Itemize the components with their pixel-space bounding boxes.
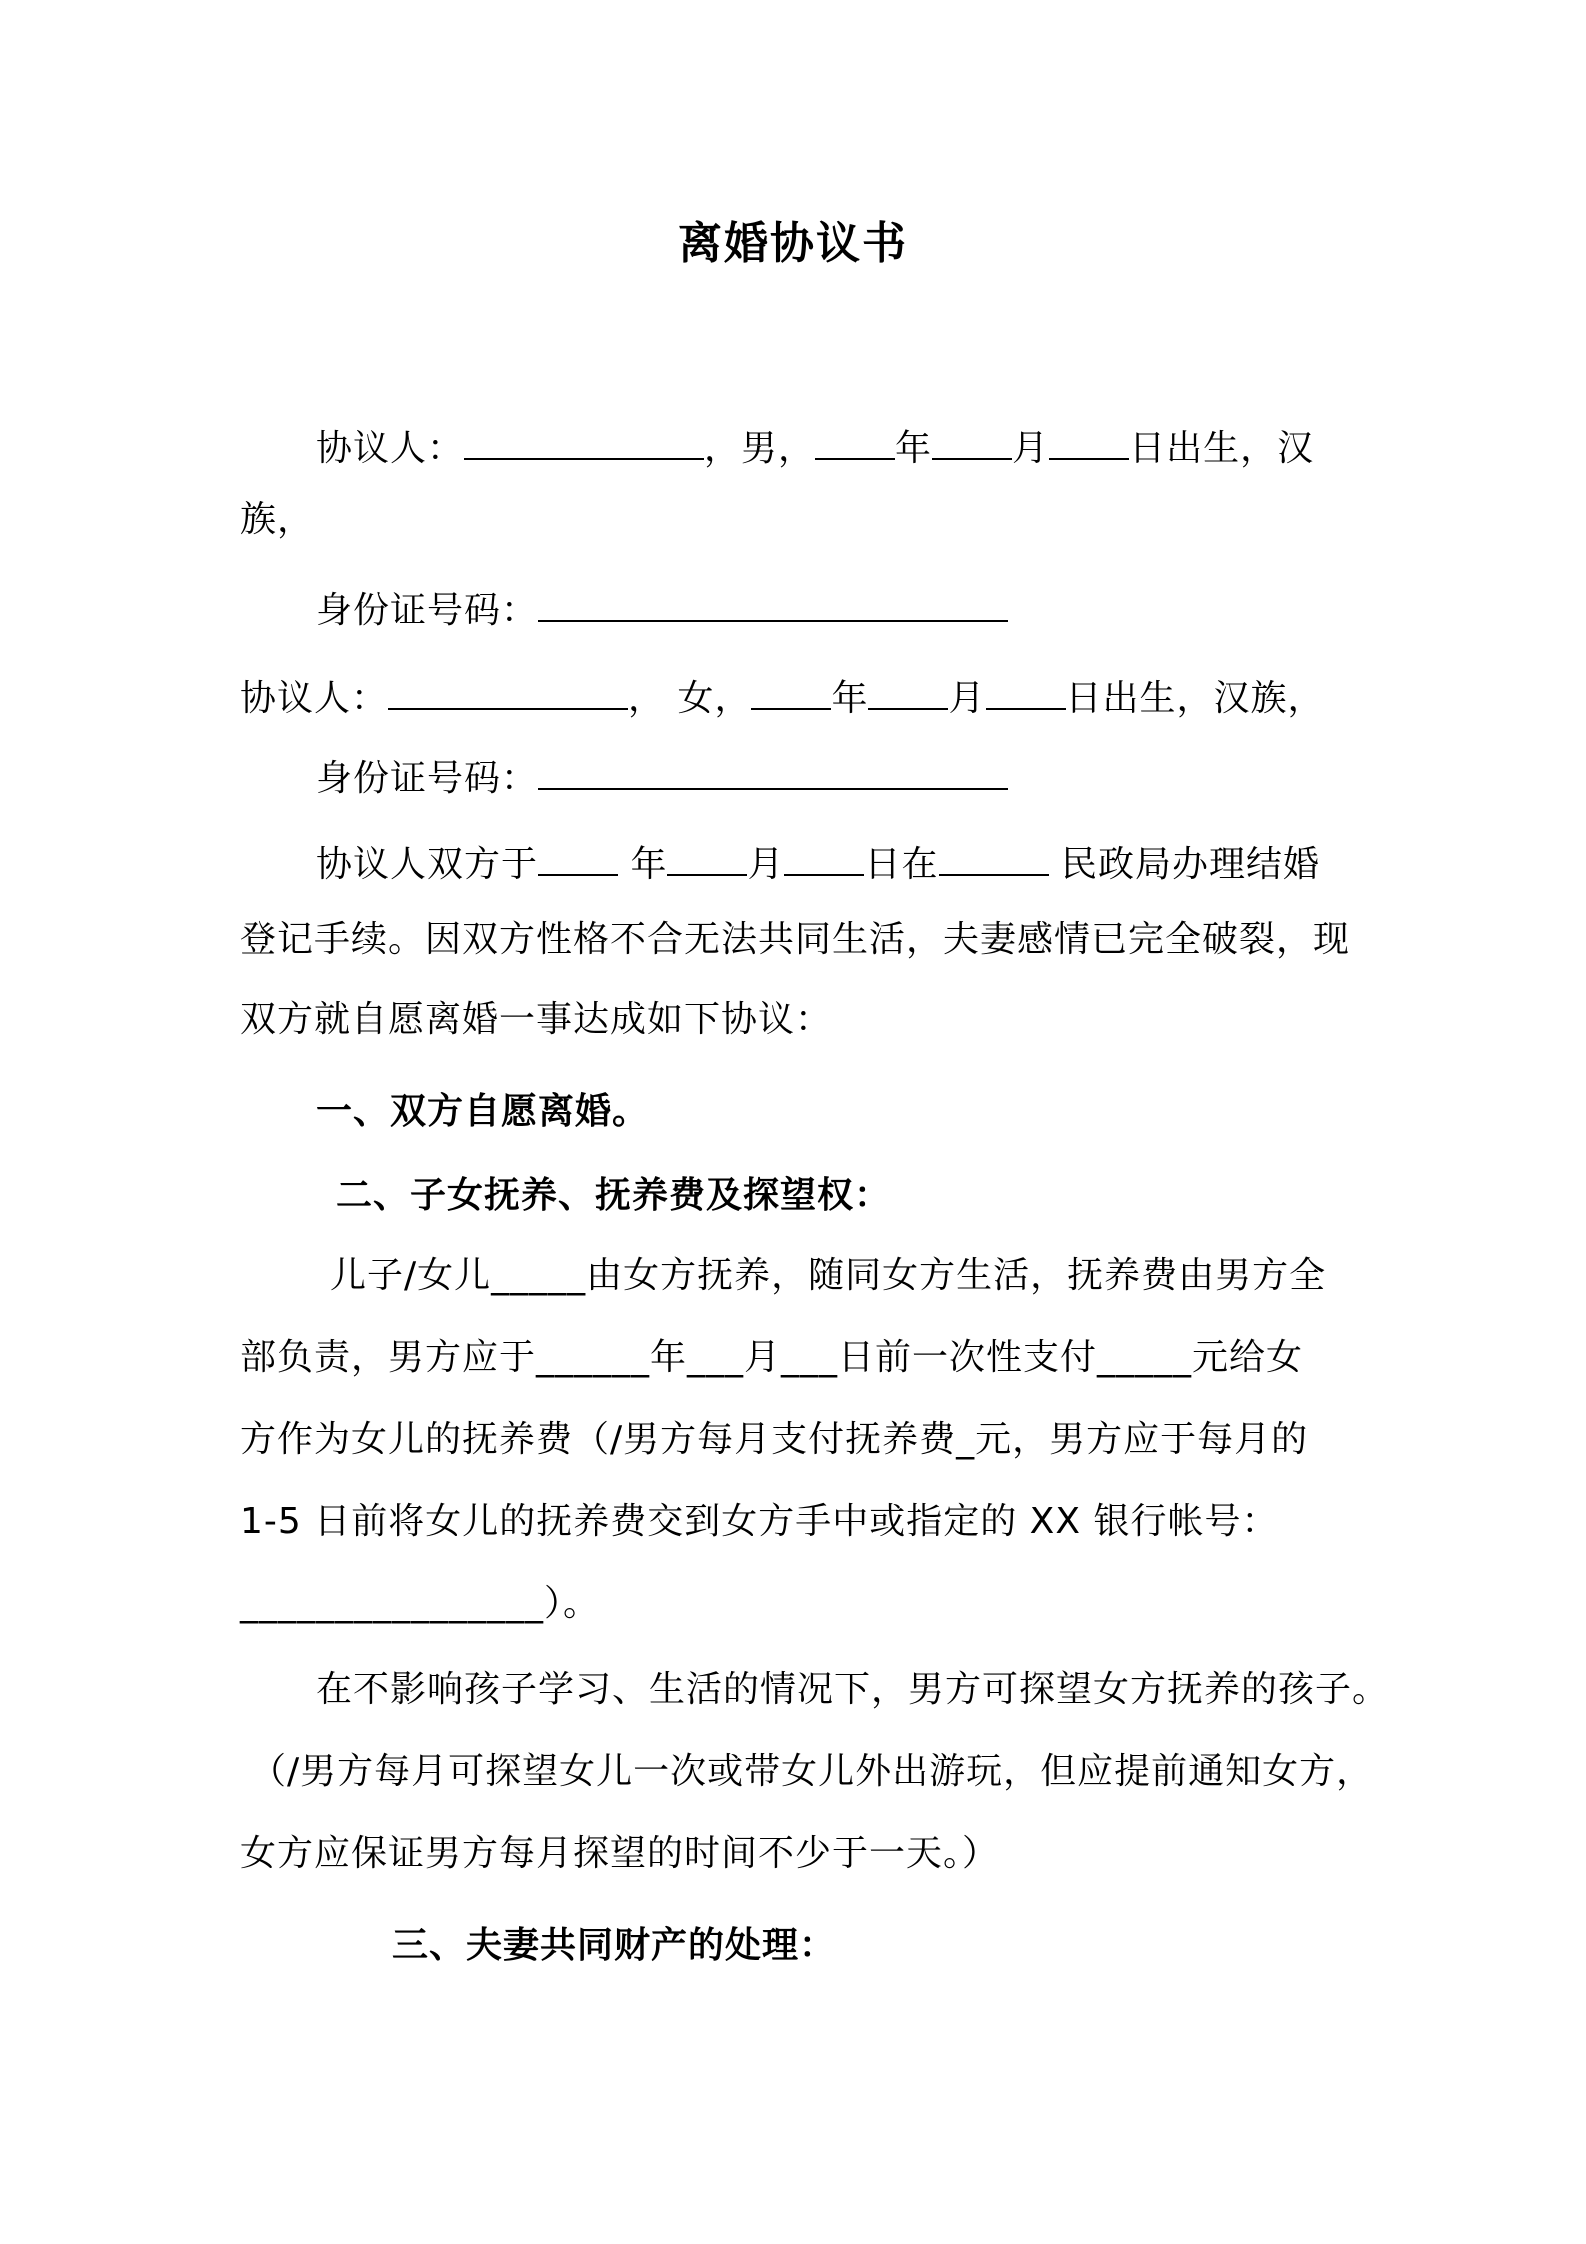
custody-line-2: 部负责，男方应于______年___月___日前一次性支付_____元给女 <box>240 1337 1304 1378</box>
custody-line-3: 方作为女儿的抚养费（/男方每月支付抚养费_元，男方应于每月的 <box>240 1419 1309 1460</box>
marriage-day-blank <box>784 834 864 876</box>
marriage-intro: 协议人双方于 <box>316 844 539 885</box>
marriage-month-label: 月 <box>747 844 785 885</box>
party2-birth-ethnicity: 日出生，汉族， <box>1065 678 1325 719</box>
section-1-heading: 一、双方自愿离婚。 <box>316 1091 650 1132</box>
marriage-year-label: 年 <box>618 844 668 885</box>
party2-gender: ， 女， <box>628 678 752 719</box>
party1-id-blank <box>538 580 1008 622</box>
visitation-line-1: 在不影响孩子学习、生活的情况下，男方可探望女方抚养的孩子。 <box>316 1669 1390 1710</box>
party1-month-label: 月 <box>1012 428 1050 469</box>
party2-month-blank <box>868 668 948 710</box>
party1-id-label: 身份证号码： <box>316 590 539 631</box>
party2-id-blank <box>538 748 1008 790</box>
party1-line <box>316 418 1436 475</box>
party2-month-label: 月 <box>948 678 986 719</box>
document-title: 离婚协议书 <box>678 218 908 269</box>
party2-id-label: 身份证号码： <box>316 758 539 799</box>
section-2-heading: 二、子女抚养、抚养费及探望权： <box>336 1175 892 1216</box>
marriage-line <box>316 834 1436 891</box>
party2-year-blank <box>751 668 831 710</box>
party2-label: 协议人： <box>240 678 389 719</box>
party2-line <box>240 668 1360 725</box>
custody-line-5: ________________）。 <box>240 1583 601 1624</box>
marriage-month-blank <box>667 834 747 876</box>
visitation-line-2: （/男方每月可探望女儿一次或带女儿外出游玩，但应提前通知女方， <box>250 1751 1374 1792</box>
party1-label: 协议人： <box>316 428 465 469</box>
party2-year-label: 年 <box>831 678 869 719</box>
party1-day-blank <box>1049 418 1129 460</box>
marriage-day-label: 日在 <box>864 844 939 885</box>
party1-gender: ，男， <box>704 428 816 469</box>
party1-month-blank <box>932 418 1012 460</box>
custody-line-1: 儿子/女儿_____由女方抚养，随同女方生活，抚养费由男方全 <box>330 1255 1327 1296</box>
visitation-line-3: 女方应保证男方每月探望的时间不少于一天。） <box>240 1833 1000 1874</box>
marriage-line-2: 登记手续。因双方性格不合无法共同生活，夫妻感情已完全破裂，现 <box>240 919 1351 960</box>
party1-id-line <box>316 580 1436 637</box>
party1-name-blank <box>464 418 704 460</box>
party1-birth-ethnicity: 日出生，汉 <box>1129 428 1315 469</box>
marriage-line-3: 双方就自愿离婚一事达成如下协议： <box>240 999 833 1040</box>
marriage-year-blank <box>538 834 618 876</box>
custody-line-4: 1-5 日前将女儿的抚养费交到女方手中或指定的 XX 银行帐号： <box>240 1501 1279 1542</box>
party1-year-label: 年 <box>895 428 933 469</box>
party1-line-cont: 族， <box>240 499 315 540</box>
section-3-heading: 三、夫妻共同财产的处理： <box>392 1925 837 1966</box>
party2-id-line <box>316 748 1436 805</box>
party2-name-blank <box>388 668 628 710</box>
marriage-place-blank <box>939 834 1049 876</box>
party2-day-blank <box>986 668 1066 710</box>
marriage-bureau: 民政局办理结婚 <box>1048 844 1320 885</box>
party1-year-blank <box>815 418 895 460</box>
